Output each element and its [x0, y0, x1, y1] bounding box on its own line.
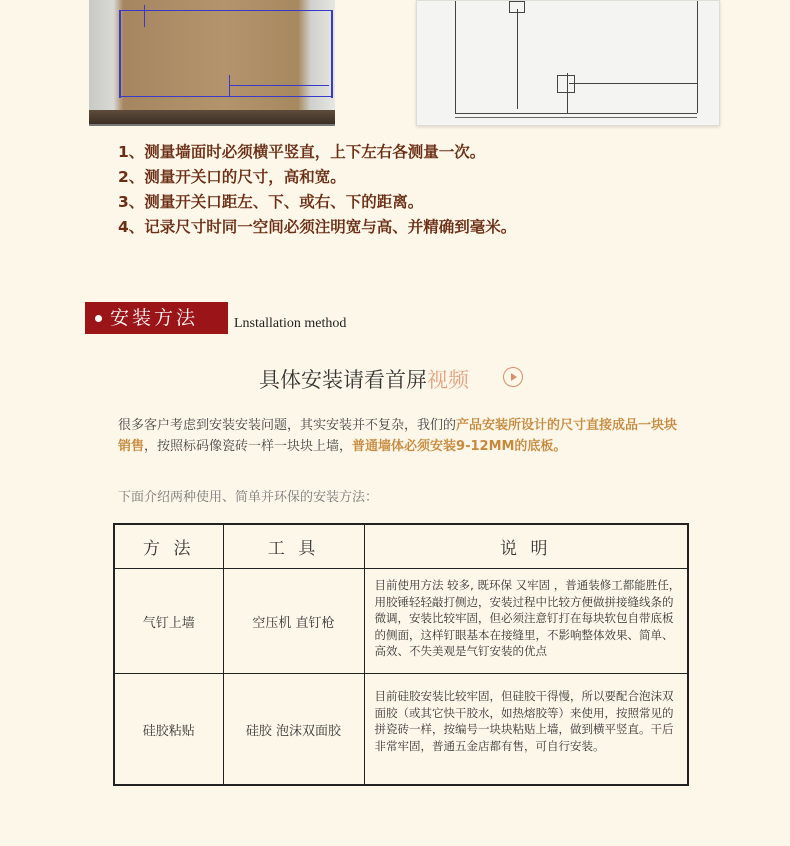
video-link[interactable]: 视频 — [427, 368, 469, 392]
video-headline — [259, 364, 469, 394]
table-header-row — [114, 524, 688, 569]
table-row — [114, 674, 688, 786]
install-methods-table — [113, 523, 689, 786]
para-text: ，按照标码像瓷砖一样一块块上墙， — [144, 439, 353, 454]
play-icon[interactable] — [503, 367, 523, 387]
bullet-icon — [95, 315, 102, 322]
methods-intro: 下面介绍两种使用、简单并环保的安装方法： — [118, 490, 379, 505]
headline-text: 具体安装请看首屏 — [259, 368, 427, 392]
method-cell: 硅胶粘贴 — [114, 674, 223, 786]
note-item: 4、记录尺寸时同一空间必须注明宽与高、并精确到毫米。 — [118, 218, 517, 236]
table-row — [114, 569, 688, 674]
note-item: 2、测量开关口的尺寸，高和宽。 — [118, 168, 346, 186]
section-title-badge — [85, 302, 228, 334]
tool-cell: 硅胶 泡沫双面胶 — [223, 674, 364, 786]
desc-cell: 目前硅胶安装比较牢固，但硅胶干得慢，所以要配合泡沫双面胶（或其它快干胶水，如热熔胶等）来使用，按照常见的拼瓷砖一样，按编号一块块粘贴上墙，做到横平竖直。干后非常牢固，普通五金店都有售，可自行安装。 — [364, 674, 688, 786]
section-title: 安装方法 — [110, 307, 199, 329]
measurement-notes — [118, 140, 516, 240]
header-method: 方 法 — [114, 524, 223, 569]
measurement-photo — [89, 0, 335, 126]
desc-cell: 目前使用方法 较多, 既环保 又牢固 ，普通装修工都能胜任，用胶锤轻轻敲打侧边，安装过程中比较方便做拼接缝线条的微调，安装比较牢固，但必须注意钉打在每块软包自带底板的侧面，这样钉眼基本在接缝里，不影响整体效果、简单、高效、不失美观是气钉安装的优点 — [364, 569, 688, 674]
note-item: 1、测量墙面时必须横平竖直，上下左右各测量一次。 — [118, 143, 486, 161]
tool-cell: 空压机 直钉枪 — [223, 569, 364, 674]
method-cell: 气钉上墙 — [114, 569, 223, 674]
note-item: 3、测量开关口距左、下、或右、下的距离。 — [118, 193, 424, 211]
install-description — [118, 415, 688, 457]
measurement-sketch — [416, 0, 720, 126]
para-text: 很多客户考虑到安装安装问题，其实安装并不复杂，我们的 — [118, 418, 457, 433]
para-highlight: 普通墙体必须安装9-12MM的底板。 — [352, 439, 567, 454]
header-desc: 说 明 — [364, 524, 688, 569]
header-tool: 工 具 — [223, 524, 364, 569]
section-subtitle: Lnstallation method — [234, 316, 347, 331]
para-highlight: 产品安装所设计的尺寸直接成品一块块销售 — [118, 418, 678, 454]
